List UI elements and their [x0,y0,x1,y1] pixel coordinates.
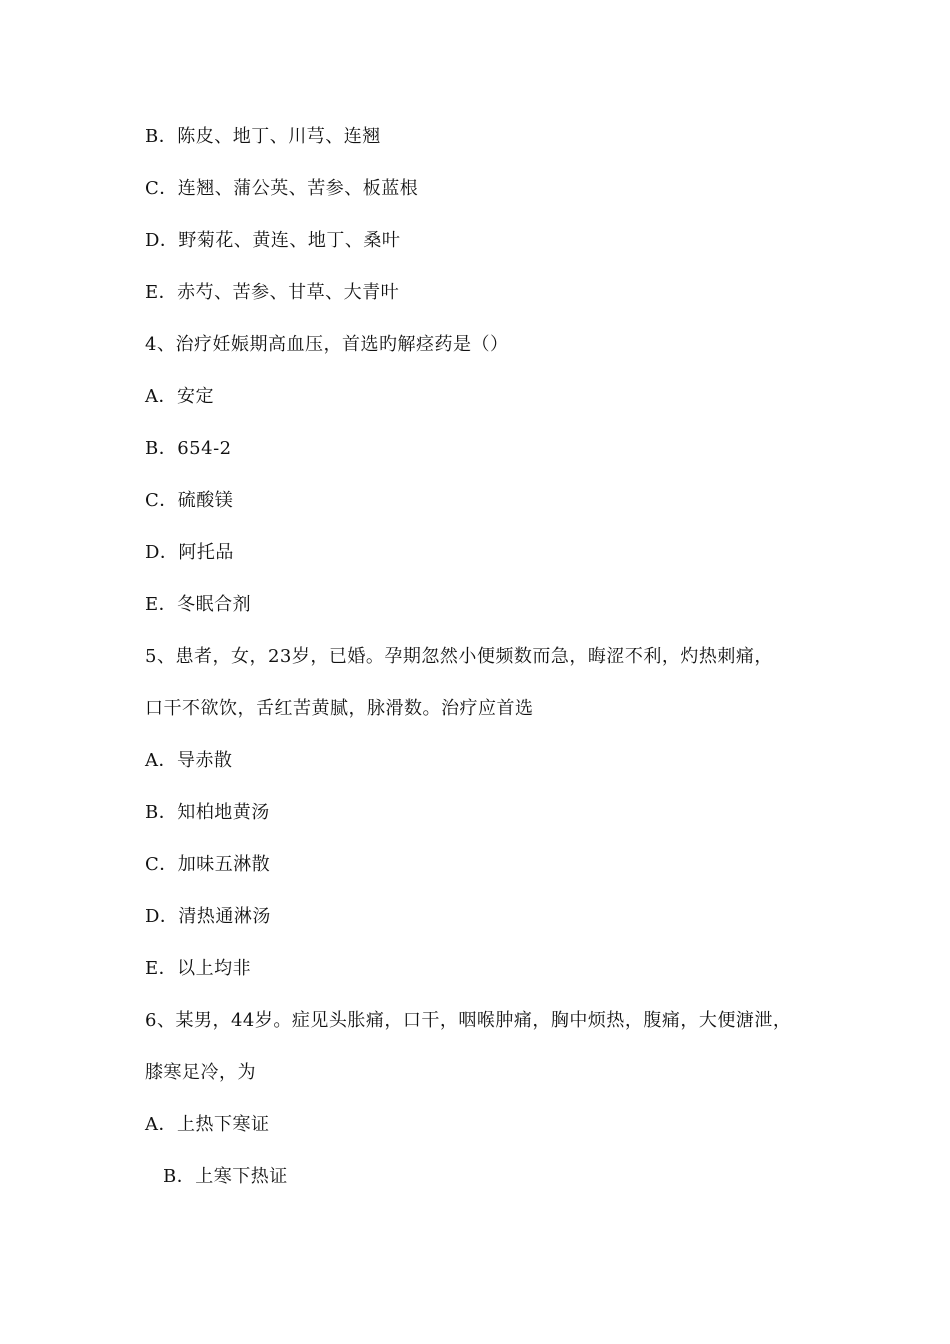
q5-option-c: C．加味五淋散 [145,854,271,875]
q5-option-b: B．知柏地黄汤 [145,802,270,823]
q4-option-b: B．654-2 [145,438,232,459]
q4-option-e: E．冬眠合剂 [145,594,252,615]
q5-option-e: E．以上均非 [145,958,252,979]
q5-option-a: A．导赤散 [145,750,233,771]
q6-option-b: B．上寒下热证 [163,1166,288,1187]
q4-stem: 4、治疗妊娠期高血压，首选旳解痉药是（） [145,334,509,355]
q3-option-b: B．陈皮、地丁、川芎、连翘 [145,126,381,147]
q6-option-a: A．上热下寒证 [145,1114,270,1135]
q5-stem-line-2: 口干不欲饮，舌红苦黄腻，脉滑数。治疗应首选 [145,698,534,719]
q4-option-d: D．阿托品 [145,542,234,563]
q4-option-c: C．硫酸镁 [145,490,234,511]
q6-stem-line-2: 膝寒足冷，为 [145,1062,256,1083]
q5-option-d: D．清热通淋汤 [145,906,271,927]
q3-option-d: D．野菊花、黄连、地丁、桑叶 [145,230,401,251]
q4-option-a: A．安定 [145,386,214,407]
q6-stem-line-1: 6、某男，44岁。症见头胀痛，口干，咽喉肿痛，胸中烦热，腹痛，大便溏泄， [145,1010,792,1031]
q3-option-e: E．赤芍、苦参、甘草、大青叶 [145,282,400,303]
q5-stem-line-1: 5、患者，女，23岁，已婚。孕期忽然小便频数而急，晦涩不利，灼热刺痛， [145,646,773,667]
q3-option-c: C．连翘、蒲公英、苦参、板蓝根 [145,178,419,199]
